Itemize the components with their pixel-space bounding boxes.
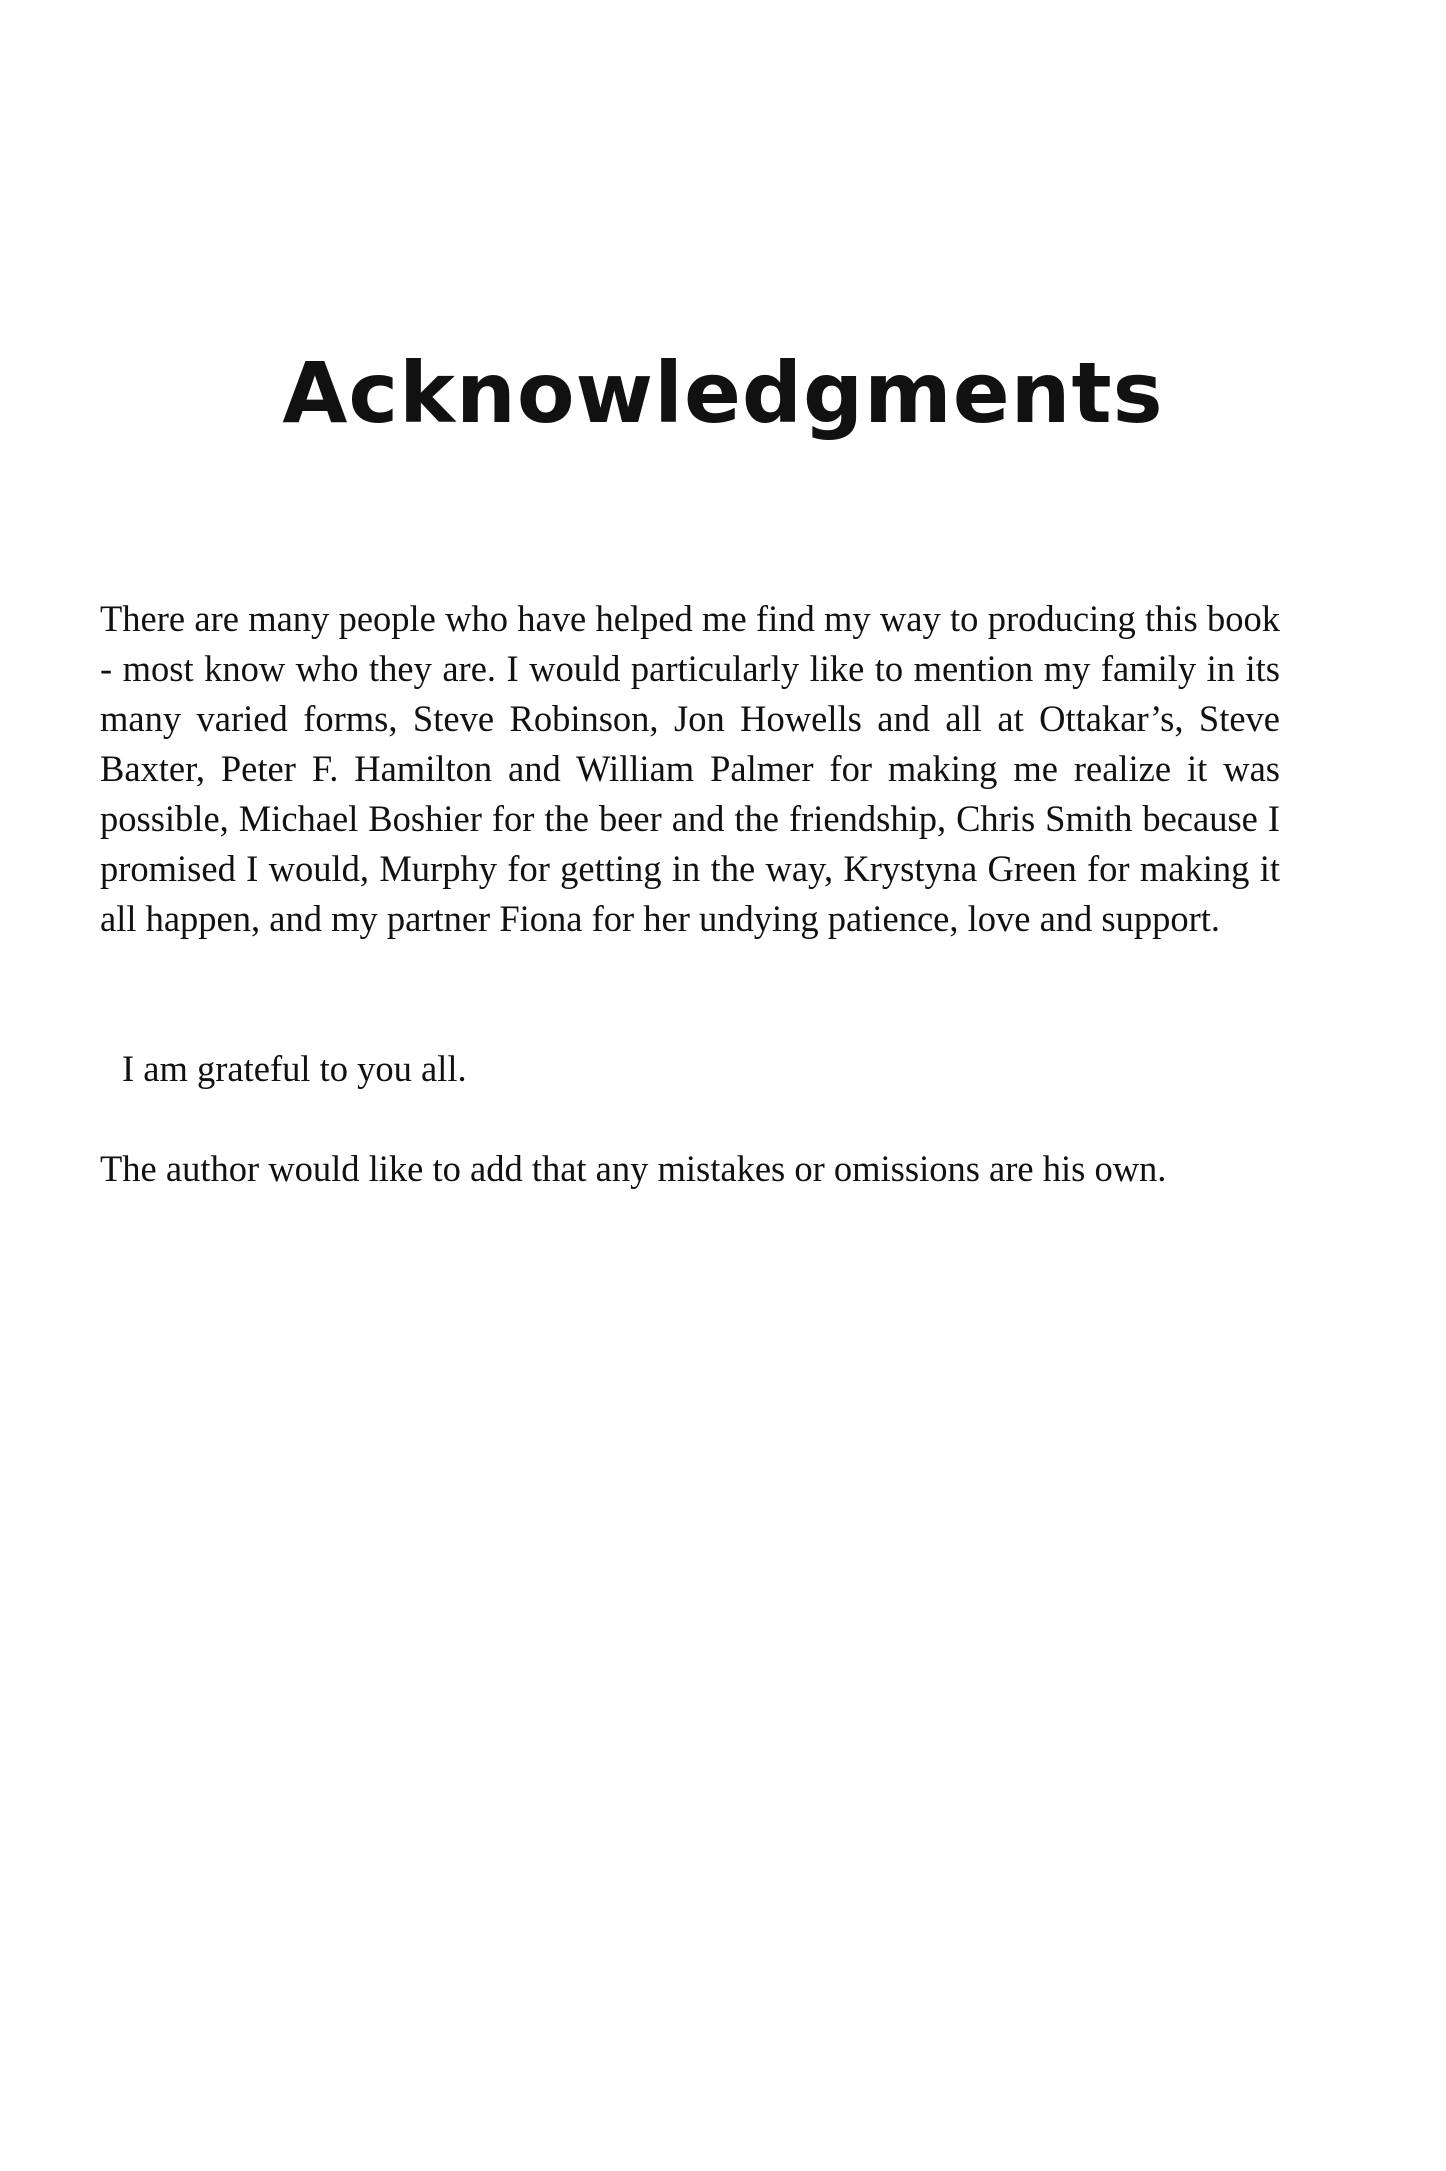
page-title: Acknowledgments xyxy=(282,344,1164,442)
author-disclaimer: The author would like to add that any mistakes or omissions are his own. xyxy=(100,1148,1167,1189)
acknowledgments-paragraph: There are many people who have helped me find my way to producing this book - most know who they are. I would particularly like to mention my family in its many varied forms, Steve Robinson, Jon Howells and all at Ottakar’s, Steve Baxter, Peter F. Hamilton and William Palmer for making me realize it was possible, Michael Boshier for the beer and the friendship, Chris Smith because I promised I would, Murphy for getting in the way, Krystyna Green for making it all happen, and my partner Fiona for her undying patience, love and support. xyxy=(100,598,1280,939)
gratitude-line: I am grateful to you all. xyxy=(122,1048,467,1089)
